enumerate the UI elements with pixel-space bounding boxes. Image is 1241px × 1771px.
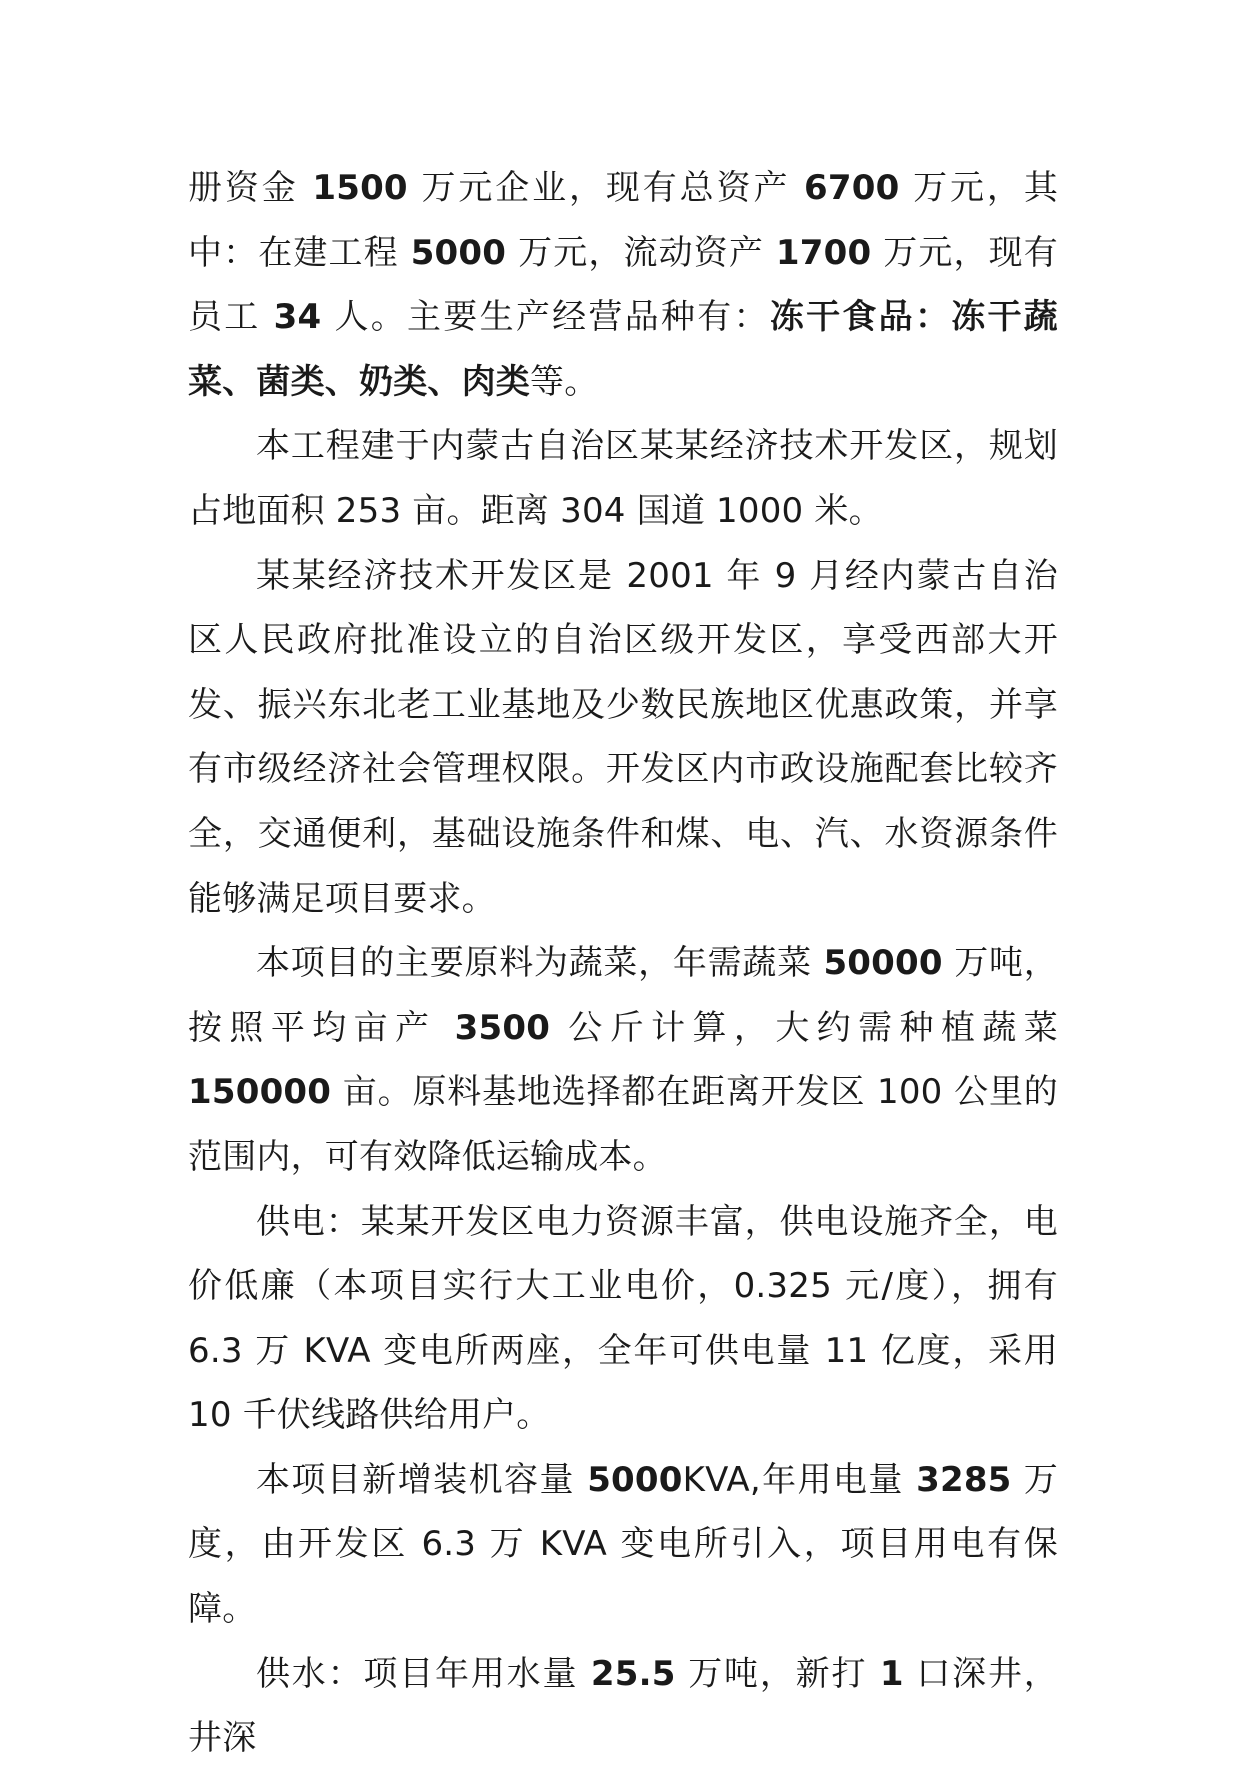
text-run: 万吨，新打 — [675, 1653, 880, 1694]
text-run: 万吨，按照平均亩产 — [188, 943, 1058, 1048]
bold-text-run: 34 — [273, 297, 322, 338]
bold-text-run: 3500 — [454, 1007, 551, 1048]
text-run: 等。 — [530, 361, 599, 402]
text-run: 本工程建于内蒙古自治区某某经济技术开发区，规划占地面积 253 亩。距离 304 国道 1000 米。 — [188, 426, 1058, 531]
bold-text-run: 1500 — [312, 168, 408, 208]
paragraph — [188, 1642, 1058, 1771]
text-run: 某某经济技术开发区是 2001 年 9 月经内蒙古自治区人民政府批准设立的自治区级开发区，享受西部大开发、振兴东北老工业基地及少数民族地区优惠政策，并享有市级经济社会管理权限。开发区内市政设施配套比较齐全，交通便利，基础设施条件和煤、电、汽、水资源条件能够满足项目要求。 — [188, 555, 1058, 919]
text-run: 万元，其中：在建工程 — [188, 168, 1059, 273]
bold-text-run: 50000 — [823, 943, 943, 984]
text-run: 万元，现有员工 — [188, 232, 1058, 338]
text-run: 供电：某某开发区电力资源丰富，供电设施齐全，电价低廉（本项目实行大工业电价，0.325 元/度），拥有 6.3 万 KVA 变电所两座，全年可供电量 11 亿度，采用 10 千伏线路供给用户。 — [188, 1201, 1058, 1436]
text-run: 亩。原料基地选择都在距离开发区 100 公里的范围内，可有效降低运输成本。 — [188, 1072, 1058, 1177]
bold-text-run: 3285 — [916, 1459, 1012, 1500]
paragraph — [188, 156, 1058, 414]
bold-text-run: 5000 — [410, 232, 507, 273]
text-run: 人。主要生产经营品种有： — [321, 297, 770, 338]
bold-text-run: 150000 — [188, 1072, 332, 1113]
paragraph — [188, 931, 1058, 1189]
text-run: 万度，由开发区 6.3 万 KVA 变电所引入，项目用电有保障。 — [188, 1459, 1058, 1630]
text-run: 万元，流动资产 — [506, 232, 776, 273]
text-run: 供水：项目年用水量 — [256, 1653, 591, 1694]
text-run: 本项目的主要原料为蔬菜，年需蔬菜 — [256, 943, 824, 984]
paragraph — [188, 1190, 1058, 1448]
document-body — [188, 156, 1058, 1771]
bold-text-run: 1700 — [775, 232, 872, 273]
text-run: 公斤计算，大约需种植蔬菜 — [550, 1007, 1058, 1048]
text-run: KVA,年用电量 — [682, 1459, 917, 1500]
text-run: 口深井，井深 — [188, 1653, 1058, 1759]
bold-text-run: 25.5 — [590, 1653, 676, 1694]
bold-text-run: 1 — [879, 1653, 904, 1694]
paragraph — [188, 414, 1058, 543]
paragraph — [188, 1448, 1058, 1642]
text-run: 册资金 — [188, 168, 313, 208]
text-run: 万元企业，现有总资产 — [407, 168, 805, 208]
bold-text-run: 冻干食品：冻干蔬菜、菌类、奶类、肉类 — [188, 297, 1058, 402]
paragraph — [188, 544, 1058, 932]
bold-text-run: 5000 — [587, 1459, 683, 1500]
text-run: 本项目新增装机容量 — [256, 1459, 588, 1500]
bold-text-run: 6700 — [804, 168, 900, 208]
